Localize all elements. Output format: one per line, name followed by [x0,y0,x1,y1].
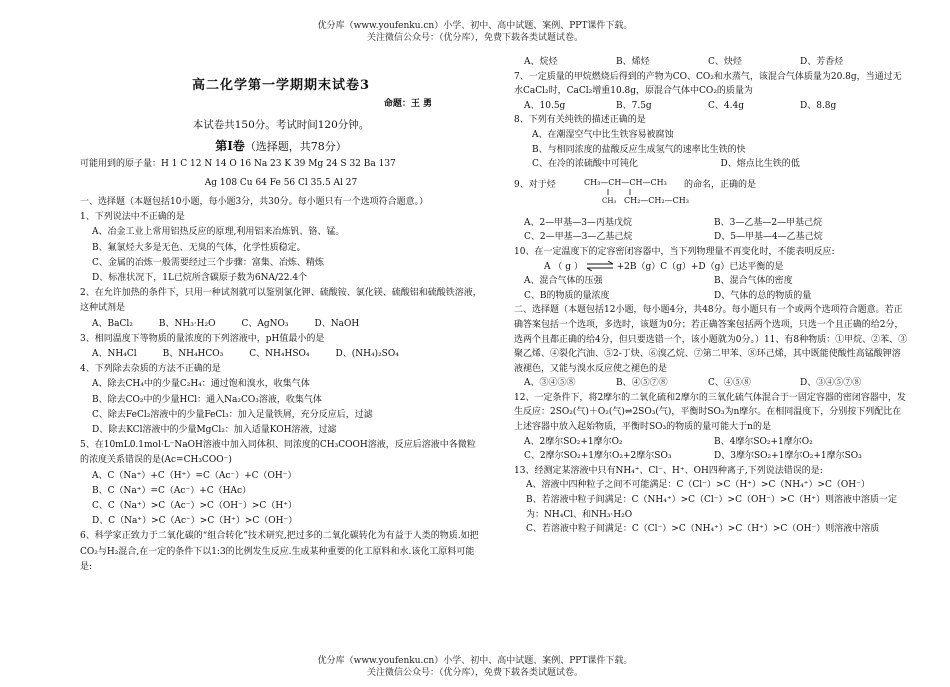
q10-eq-right: +2B（g）C（g）+D（g）已达平衡的是 [616,261,784,272]
q10-equation [514,260,909,275]
q6-options [514,55,909,70]
q1-option-c: C、金属的冶炼一般需要经过三个步骤：富集、冶炼、精炼 [92,257,324,268]
q5-option-d: D、C（Na⁺）>C（Ac⁻）>C（H⁺）>C（OH⁻） [92,516,298,527]
q11-option-d: D、③④⑤⑦⑧ [800,378,862,389]
q11-option-c: C、④⑤⑧ [708,378,751,389]
q9-option-b: B、3—乙基—2—甲基己烷 [714,217,823,228]
q7-stem: 7、一定质量的甲烷燃烧后得到的产物为CO、CO₂和水蒸气，该混合气体质量为20.8g，当通过无水CaCl₂时，CaCl₂增重10.8g，原混合气体中CO₂的质量为 [514,71,902,97]
q11-options [514,376,909,391]
q6-stem: 6、科学家正致力于二氧化碳的“组合转化”技术研究,把过多的二氧化碳转化为有益于人类的物质.如把CO₂与H₂混合,在一定的条件下以1:3的比例发生反应.生成某种重要的化工原料和水.该化工原料可能是: [80,531,479,572]
q12-option-a: A、2摩尔SO₂+1摩尔O₂ [524,436,623,447]
q12-option-c: C、2摩尔SO₂+1摩尔O₂+2摩尔SO₃ [524,451,672,462]
q5-option-c: C、C（Na⁺）>C（Ac⁻）>C（OH⁻）>C（H⁺） [92,501,297,512]
q10-option-d: D、气体的总的物质的量 [714,290,812,301]
q12-options-ab [514,435,909,450]
q2-option-a: A、BaCl₂ [92,318,133,329]
q9-option-d: D、5—甲基—4—乙基己烷 [714,232,823,243]
volume-note: （选择题，共78分） [244,140,347,154]
equilibrium-arrow-icon [586,261,614,271]
volume-title: 第Ⅰ卷 [215,139,245,154]
q13-option-a: A、溶液中四种粒子之间不可能满足：C（Cl⁻）>C（H⁺）>C（NH₄⁺）>C（OH⁻） [526,480,870,491]
q10-eq-left: A （ g ） [544,261,583,272]
q4-option-b: B、除去CO₂中的少量HCl：通入Na₂CO₃溶液，收集气体 [92,394,322,405]
q9-mol-branch-propyl: CH₂—CH₂—CH₃ [624,195,689,205]
q9-stem-tail: 的命名，正确的是 [684,179,757,190]
q6-option-c: C、炔烃 [708,57,742,67]
q3-option-d: D、(NH₄)₂SO₄ [335,349,399,360]
q3-stem: 3、相同温度下等物质的量浓度的下列溶液中，pH值最小的是 [80,333,325,344]
exam-info: 本试卷共150分。考试时间120分钟。 [192,119,370,132]
q13-option-c: C、若溶液中粒子间满足：C（Cl⁻）>C（NH₄⁺）>C（H⁺）>C（OH⁻）则溶液中溶质 [526,524,880,535]
q9-option-a: A、2—甲基—3—丙基戊烷 [524,217,632,228]
q8-option-c: C、在冷的浓硫酸中可钝化 [532,159,638,170]
q7-options [514,99,909,114]
q4-option-c: C、除去FeCl₂溶液中的少量FeCl₃：加入足量铁屑，充分反应后，过滤 [92,409,373,420]
q8-option-b: B、与相同浓度的盐酸反应生成氢气的速率比生铁的快 [532,144,746,155]
q9-option-c: C、2—甲基—3—乙基己烷 [524,232,633,243]
q10-options-ab [514,274,909,289]
q10-option-a: A、混合气体的压强 [524,276,603,287]
q4-option-d: D、除去KCl溶液中的少量MgCl₂：加入适量KOH溶液，过滤 [92,425,337,436]
q4-stem: 4、下列除去杂质的方法不正确的是 [80,364,221,375]
q5-option-b: B、C（Na⁺）=C（Ac⁻）+C（HAc） [92,485,252,496]
page-header [0,20,950,44]
q2-option-b: B、NH₃·H₂O [158,318,216,329]
q8-option-d: D、熔点比生铁的低 [720,159,800,170]
q9-structural-formula [584,177,689,208]
q8-option-a: A、在潮湿空气中比生铁容易被腐蚀 [532,129,674,140]
q3-options [80,347,482,362]
page-footer [0,655,950,679]
atomic-masses: 可能用到的原子量：H 1 C 12 N 14 O 16 Na 23 K 39 Mg 24 S 32 Ba 137 [80,158,396,169]
q13-option-b-continued: 为：NH₄Cl、和NH₃·H₂O [526,509,633,520]
q10-options-cd [514,289,909,304]
q9-structure-row [514,178,909,208]
volume-heading [80,139,482,154]
q11-option-b: B、④⑤⑦⑧ [616,378,668,389]
header-line: 优分库（www.youfenku.cn）小学、初中、高中试题、案例、PPT课件下载。 [317,21,633,31]
q3-option-c: C、NH₄HSO₄ [249,349,310,360]
q2-option-d: D、NaOH [314,318,360,329]
q6-option-a: A、烷烃 [524,57,558,67]
q1-option-b: B、氟氯烃大多是无色、无臭的气体，化学性质稳定。 [92,242,306,253]
q9-mol-main-chain: CH₃—CH—CH—CH₃ [584,177,667,187]
q7-option-c: C、4.4g [708,100,744,111]
q1-stem: 1、下列说法中不正确的是 [80,212,185,223]
footer-line: 优分库（www.youfenku.cn）小学、初中、高中试题、案例、PPT课件下载。 [317,656,633,666]
exam-title: 高二化学第一学期期末试卷3 [191,78,371,93]
left-column [80,55,482,575]
q1-option-a: A、冶金工业上常用铝热反应的原理,利用铝来冶炼钒、铬、锰。 [92,227,345,238]
q8-options-cd [514,157,909,172]
q9-mol-branch-methyl: CH₃ [602,196,617,205]
q12-option-b: B、4摩尔SO₂+1摩尔O₂ [714,436,813,447]
q10-option-b: B、混合气体的密度 [714,276,793,287]
q10-stem: 10、在一定温度下的定容密闭容器中，当下列物理量不再变化时，不能表明反应: [514,246,835,257]
q13-stem: 13、经测定某溶液中只有NH₄⁺、Cl⁻、H⁺、OH四种离子,下列说法错误的是: [514,465,823,476]
q9-options-cd [514,230,909,245]
header-wechat-line: 关注微信公众号：（优分库），免费下载各类试题试卷。 [366,33,583,43]
q6-option-b: B、烯烃 [616,57,650,67]
section-one-heading: 一、选择题（本题包括10小题，每小题3分，共30分。每小题只有一个选项符合题意。） [80,197,429,208]
q9-options-ab [514,216,909,231]
right-column [514,55,909,537]
exam-author: 命题：王 勇 [383,99,432,109]
q4-option-a: A、除去CH₄中的少量C₂H₄：通过饱和溴水，收集气体 [92,379,310,390]
q13-option-b: B、若溶液中粒子间满足：C（NH₄⁺）>C（Cl⁻）>C（OH⁻）>C（H⁺）则溶液中溶质一定 [526,495,897,506]
atomic-masses-2: Ag 108 Cu 64 Fe 56 Cl 35.5 Al 27 [204,177,358,188]
q7-option-d: D、8.8g [800,100,837,111]
q5-option-a: A、C（Na⁺）+C（H⁺）=C（Ac⁻）+C（OH⁻） [92,470,297,481]
q12-options-cd [514,449,909,464]
q2-options [80,317,482,332]
q11-option-a: A、③④⑤⑧ [524,378,576,389]
q2-option-c: C、AgNO₃ [241,318,289,329]
q7-option-a: A、10.5g [524,100,566,111]
q3-option-a: A、NH₄Cl [92,349,137,360]
q1-option-d: D、标准状况下，1L已烷所含碳原子数为6NA/22.4个 [92,273,308,284]
q12-stem: 12、一定条件下，将2摩尔的二氧化硫和2摩尔的三氧化硫气体混合于一固定容器的密闭容器中，发生反应：2SO₂(气)＋O₂(气)⇌2SO₃(气)，平衡时SO₃为n摩尔。在相同温度下，分别按下列配比在上述容器中放入起始物质，平衡时SO₃的物质的量可能大于n的是 [514,392,906,433]
q7-option-b: B、7.5g [616,100,652,111]
footer-wechat-line: 关注微信公众号：（优分库），免费下载各类试题试卷。 [366,668,583,678]
q3-option-b: B、NH₄HCO₃ [162,349,224,360]
q12-option-d: D、3摩尔SO₂+1摩尔O₂+1摩尔SO₃ [714,451,862,462]
q9-stem: 9、对于烃 [514,179,556,190]
q2-stem: 2、在允许加热的条件下，只用一种试剂就可以鉴别氯化钾、硫酸铵、氯化镁、硫酸铝和硫酸铁溶液，这种试剂是 [80,288,482,314]
q5-stem: 5、在10mL0.1mol·L⁻NaOH溶液中加入同体积、同浓度的CH₃COOH溶液，反应后溶液中各微粒的浓度关系错误的是(Ac=CH₃COO⁻) [80,440,476,466]
q8-stem: 8、下列有关纯铁的描述正确的是 [514,115,646,126]
q6-option-d: D、芳香烃 [800,57,844,67]
q10-option-c: C、B的物质的量浓度 [524,290,610,301]
section-two-heading: 二、选择题（本题包括12小题，每小题4分，共48分。每小题只有一个或两个选项符合题意。若正确答案包括一个选项，多选时，该题为0分；若正确答案包括两个选项，只选一个且正确的给2分，选两个且都正确的给4分，但只要选错一个，该小题就为0分。）11、有8种物质：①甲烷、②苯、③聚乙烯、④裂化汽油、⑤2-丁炔、⑥溴乙烷、⑦第二甲苯、⑧环己烯，其中既能使酸性高锰酸钾溶液褪色，又能与溴水反应使之褪色的是 [514,305,908,374]
